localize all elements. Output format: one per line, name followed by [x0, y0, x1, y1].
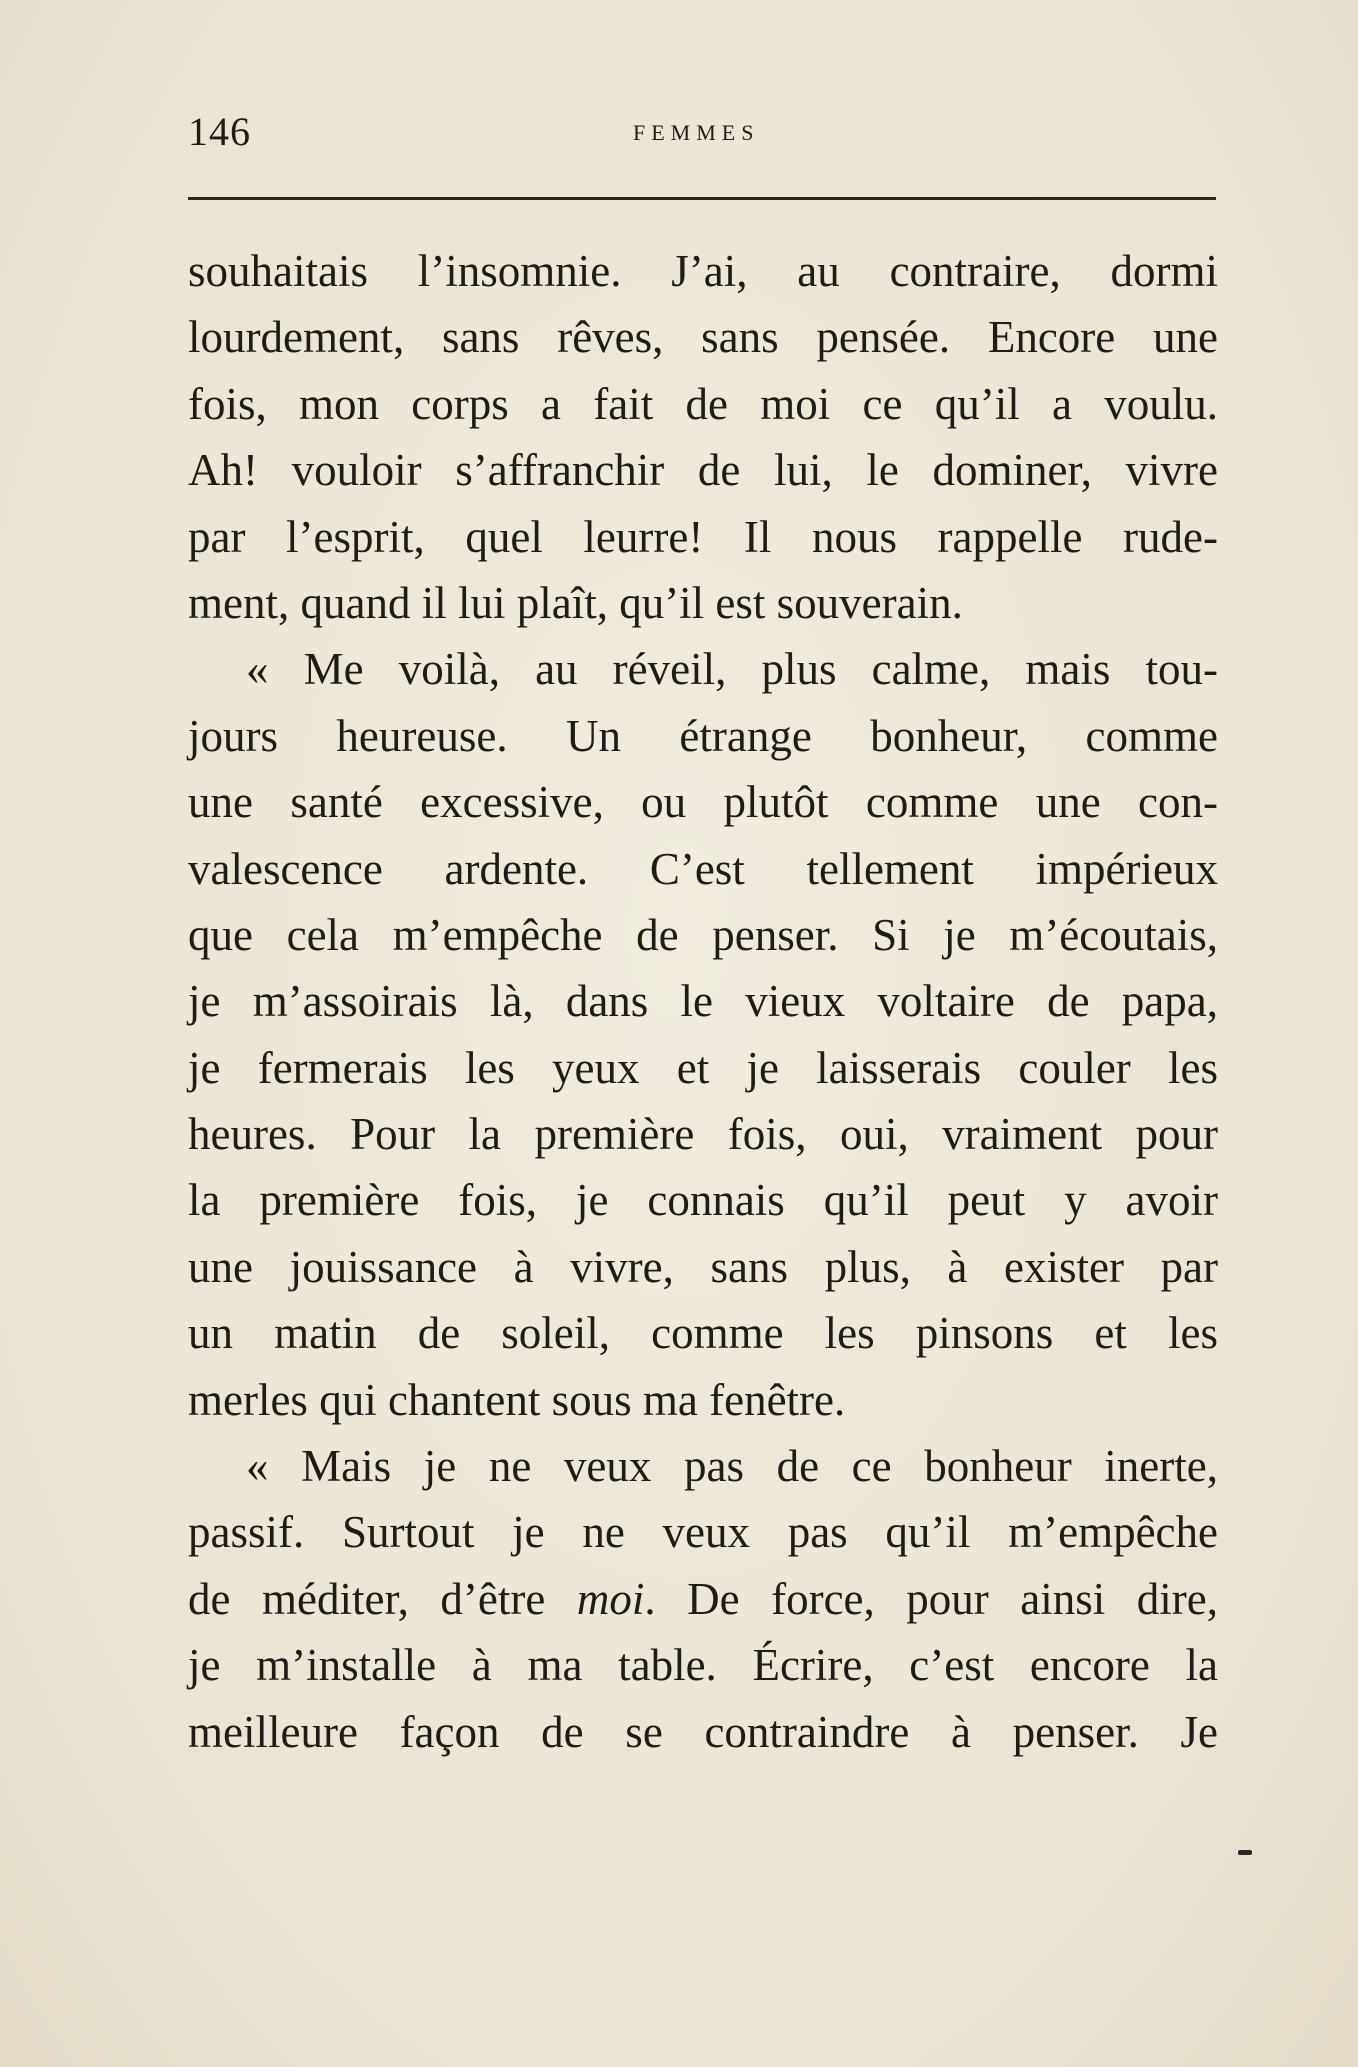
text-segment: de méditer, d’être [188, 1573, 577, 1624]
body-text [188, 238, 1218, 1765]
paragraph-start-line: « Mais je ne veux pas de ce bonheur inerte, [246, 1441, 1218, 1492]
page-header [188, 108, 1216, 168]
text-line: souhaitais l’insomnie. J’ai, au contraire, dormi [188, 246, 1218, 296]
text-line: un matin de soleil, comme les pinsons et les [188, 1308, 1218, 1359]
text-line: je fermerais les yeux et je laisserais couler les [188, 1042, 1218, 1093]
text-line: lourdement, sans rêves, sans pensée. Encore une [188, 312, 1218, 363]
text-line: une santé excessive, ou plutôt comme une con- [188, 777, 1218, 828]
text-line: heures. Pour la première fois, oui, vraiment pour [188, 1109, 1218, 1160]
running-title: FEMMES [633, 120, 760, 145]
page-number: 146 [188, 109, 251, 154]
text-line: fois, mon corps a fait de moi ce qu’il a voulu. [188, 378, 1218, 429]
text-line: la première fois, je connais qu’il peut y avoir [188, 1175, 1218, 1226]
text-line: je m’assoirais là, dans le vieux voltaire de papa, [188, 976, 1218, 1027]
text-line: Ah! vouloir s’affranchir de lui, le dominer, vivre [188, 445, 1218, 496]
text-line: ment, quand il lui plaît, qu’il est souverain. [188, 577, 963, 628]
paragraph-start-line: « Me voilà, au réveil, plus calme, mais tou- [246, 644, 1218, 695]
text-line: par l’esprit, quel leurre! Il nous rappelle rude- [188, 511, 1218, 562]
text-line [188, 1566, 1218, 1632]
margin-mark [1238, 1850, 1252, 1855]
text-line: que cela m’empêche de penser. Si je m’écoutais, [188, 909, 1218, 960]
text-segment: passif. Surtout je ne veux pas qu’il m’empêche [188, 1507, 1218, 1558]
text-line: merles qui chantent sous ma fenêtre. [188, 1374, 846, 1425]
emphasis-word: moi [576, 1573, 645, 1624]
header-rule [188, 197, 1216, 200]
text-segment: . De force, pour ainsi dire, [644, 1573, 1219, 1624]
text-line: je m’installe à ma table. Écrire, c’est encore la [188, 1640, 1218, 1691]
text-line [188, 1499, 1218, 1565]
text-line: meilleure façon de se contraindre à penser. Je [188, 1706, 1218, 1757]
text-line: une jouissance à vivre, sans plus, à exister par [188, 1241, 1218, 1292]
text-line: jours heureuse. Un étrange bonheur, comme [188, 710, 1218, 761]
text-line: valescence ardente. C’est tellement impérieux [188, 843, 1218, 894]
